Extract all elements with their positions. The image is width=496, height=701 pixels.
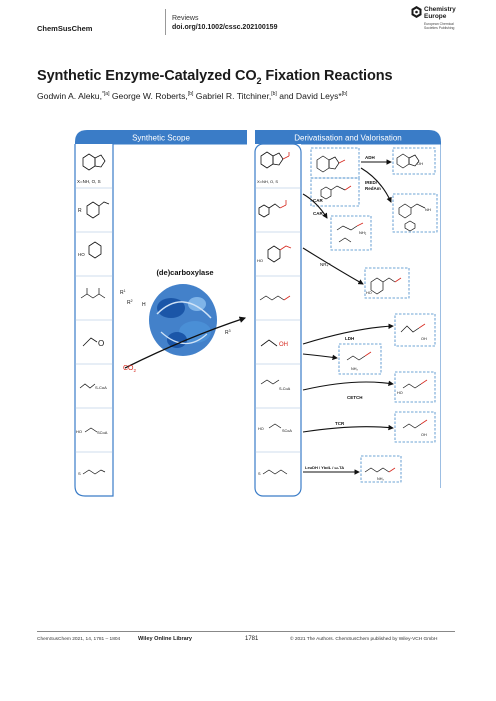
author-3[interactable]: Gabriel R. Titchiner,: [193, 91, 272, 101]
author-4[interactable]: and David Leys*: [276, 91, 342, 101]
substrate-acrylyl-coa: [80, 384, 95, 388]
left-row2-r: R: [78, 208, 82, 214]
arrow-label-redam: RedAm: [365, 186, 381, 191]
arrow-label-tcr: TCR: [335, 421, 345, 426]
r3-label: $R^3$: [225, 329, 231, 336]
author-1-affil: *[a]: [101, 91, 110, 98]
mid-row7-ho: HO: [258, 427, 264, 431]
substrate-phosphoenol: [81, 288, 105, 298]
product-nh2-1: NH₂: [359, 230, 367, 235]
publisher-subtitle: [424, 22, 454, 30]
title-subscript: 2: [256, 75, 262, 86]
product-oh-1: OH: [417, 161, 423, 166]
panel-left-title: Synthetic Scope: [132, 133, 190, 143]
r2-label: $R^2$: [127, 299, 133, 306]
author-3-affil: [b]: [271, 91, 277, 98]
right-dashed-boxes: [311, 148, 437, 482]
enzyme-label: (de)carboxylase: [156, 268, 214, 277]
section-label: Reviews: [172, 15, 199, 22]
doi-link[interactable]: doi.org/10.1002/cssc.202100159: [172, 24, 278, 31]
footer-citation: ChemSusChem 2021, 14, 1781 – 1804: [37, 637, 121, 642]
h-label: H: [142, 302, 146, 308]
mid-row5-oh: OH: [279, 342, 288, 348]
arrow-label-car-2: CAR: [313, 211, 323, 216]
mid-row7-scoa: SCoA: [282, 429, 292, 433]
left-row7-ho: HO: [76, 429, 82, 434]
publisher-sub-line2: Societies Publishing: [424, 26, 455, 30]
product-oxaloacetate: [260, 296, 284, 300]
right-panel-frame: [301, 144, 441, 488]
left-row7-scoa: SCoA: [97, 430, 108, 435]
left-row8-s: S: [78, 471, 81, 476]
reaction-scheme-figure: [65, 128, 441, 498]
arrow-label-car-1: CAR: [313, 198, 323, 203]
publisher-logo[interactable]: [411, 5, 471, 35]
carboxyl-1: [283, 152, 289, 159]
arrow-label-ldh: LDH: [345, 336, 355, 341]
product-oh-3: OH: [421, 433, 427, 437]
mid-row6-label: S-CoA: [279, 387, 291, 391]
carboxyl-3: [280, 246, 291, 250]
substrate-styrene: [87, 202, 109, 218]
reaction-arrows: [303, 162, 393, 472]
arrow-label-adh: ADH: [365, 155, 375, 160]
author-2[interactable]: George W. Roberts,: [109, 91, 188, 101]
product-cinnamic: [259, 204, 280, 217]
product-ho-1: HO: [366, 291, 372, 295]
carboxyl-2: [280, 200, 286, 208]
co2-label: $CO_2$: [123, 365, 137, 373]
product-nh2-3: NH₂: [377, 477, 384, 481]
substrate-indole: [83, 154, 105, 170]
author-1[interactable]: Godwin A. Aleku,: [37, 91, 102, 101]
product-pyruvate: [261, 340, 277, 346]
substrate-phenol: [89, 242, 101, 258]
footer-rule: [37, 631, 455, 632]
title-part2: Fixation Reactions: [261, 68, 393, 84]
product-methylmalonyl: [261, 380, 279, 384]
arrow-label-nh4: NR₄⁺: [320, 262, 331, 267]
publisher-name: Chemistry Europe: [424, 6, 456, 20]
right-product-sketches: [317, 154, 425, 472]
left-row3-ho: HO: [78, 252, 85, 257]
product-methionine-precursor: [263, 470, 287, 474]
article-title: [37, 68, 392, 86]
chemistry-europe-logo-icon: [411, 6, 422, 18]
footer-page-number: 1781: [245, 636, 259, 642]
product-nh2-2: NH₂: [351, 367, 358, 371]
footer-copyright: © 2021 The Authors. ChemSusChem published by Wiley-VCH GmbH: [290, 637, 438, 642]
left-row5-o: O: [98, 339, 105, 348]
product-hydroxybenzoic: [268, 246, 280, 262]
mid-row1-label: X=NH, O, S: [257, 179, 279, 184]
product-nh-1: NH: [425, 207, 431, 212]
carboxyl-4: [284, 296, 290, 300]
arrow-label-cetch: CETCH: [347, 395, 363, 400]
r1-label: $R^1$: [120, 289, 126, 296]
footer-library-link[interactable]: Wiley Online Library: [138, 636, 193, 642]
header-divider: [165, 9, 166, 35]
enzyme-structure: [149, 284, 217, 356]
author-4-affil: [b]: [341, 91, 348, 98]
mid-row3-ho: HO: [257, 258, 263, 263]
left-row1-label: X=NH, O, S: [77, 179, 101, 184]
author-2-affil: [b]: [187, 91, 194, 98]
mid-row8-s: S: [258, 472, 261, 476]
journal-name: ChemSusChem: [37, 24, 93, 33]
product-oh-2: OH: [421, 337, 427, 341]
arrow-label-ired: IRED/: [365, 180, 378, 185]
arrow-label-leudh: LeuDH / YbdL / ω-TA: [305, 465, 345, 470]
panel-right-title: Derivatisation and Valorisation: [294, 133, 402, 143]
right-product-carboxyls: [339, 160, 427, 472]
title-part1: Synthetic Enzyme-Catalyzed CO: [37, 68, 257, 84]
product-tartronyl: [269, 424, 281, 428]
substrate-glycolyl-coa: [85, 428, 97, 432]
product-indole-acid: [261, 152, 283, 168]
substrate-acetaldehyde: [83, 338, 97, 346]
substrate-methional: [83, 470, 105, 474]
left-row6-label: S-CoA: [95, 385, 107, 390]
publisher-sub-line1: European Chemical: [424, 22, 454, 26]
product-ho-2: HO: [397, 391, 403, 395]
author-list: [37, 91, 347, 101]
